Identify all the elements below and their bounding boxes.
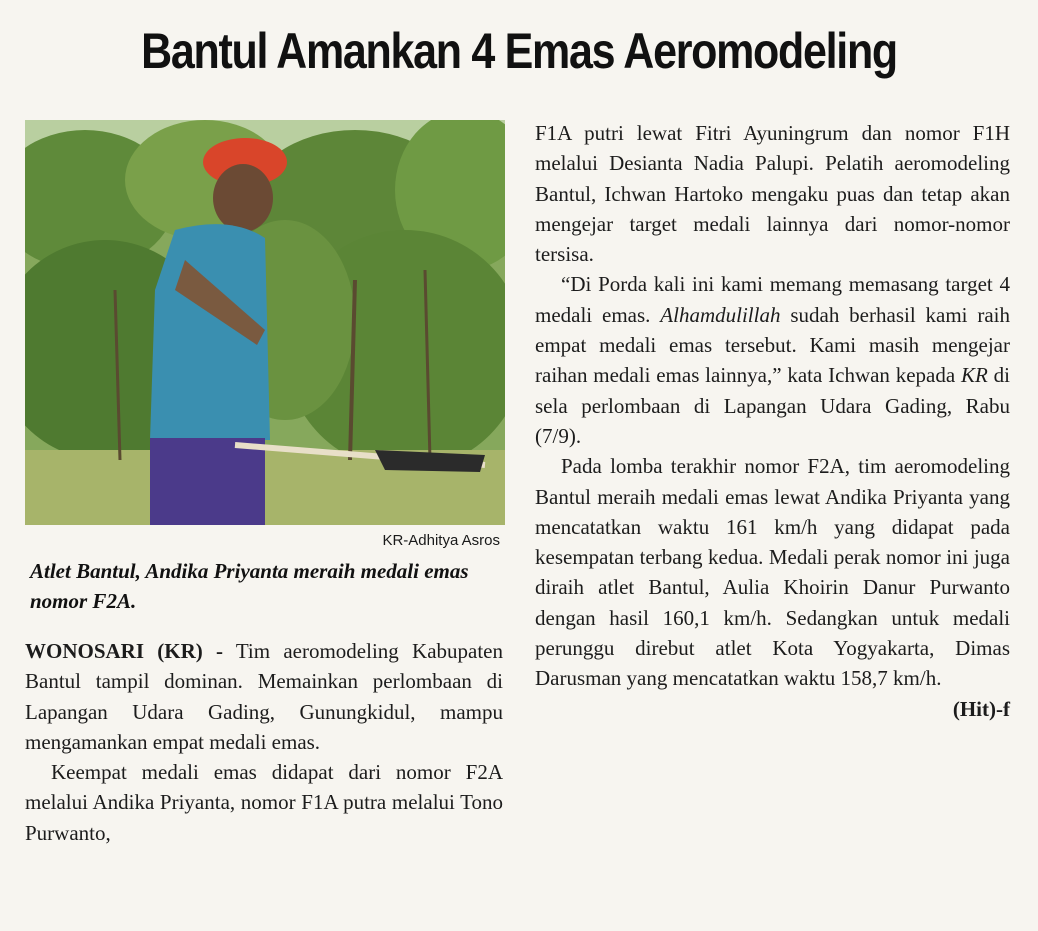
quote-text: di sela perlombaan di Lapangan Udara Gading, Rabu (7/9). bbox=[535, 363, 1011, 448]
dateline: WONOSARI (KR) - bbox=[25, 639, 223, 663]
headline: Bantul Amankan 4 Emas Aeromodeling bbox=[141, 23, 897, 79]
article-paragraph: F1A putri lewat Fitri Ayuningrum dan nomor F1H melalui Desianta Nadia Palupi. Pelatih aeromodeling Bantul, Ichwan Hartoko mengaku puas dan tetap akan mengejar target medali lainnya dari nomor-nomor tersisa. bbox=[535, 121, 1010, 267]
article-paragraph bbox=[25, 636, 503, 757]
article-paragraph-quote bbox=[535, 269, 1010, 451]
article-paragraph bbox=[535, 451, 1010, 721]
quote-text: “Di Porda kali ini kami memang memasang target 4 medali emas. bbox=[535, 272, 1010, 327]
photo-credit: KR-Adhitya Asros bbox=[382, 532, 500, 549]
article-column-left bbox=[25, 636, 503, 848]
article-paragraph: Keempat medali emas didapat dari nomor F2A melalui Andika Priyanta, nomor F1A putra melalui Tono Purwanto, bbox=[25, 760, 503, 845]
photo-caption: Atlet Bantul, Andika Priyanta meraih medali emas nomor F2A. bbox=[30, 559, 469, 613]
news-photo bbox=[25, 120, 505, 525]
author-signature: (Hit)-f bbox=[952, 696, 1010, 721]
paragraph-text: Pada lomba terakhir nomor F2A, tim aeromodeling Bantul meraih medali emas lewat Andika Priyanta yang mencatatkan waktu 161 km/h yang didapat pada kesempatan terbang kedua. Medali perak nomor ini juga diraih atlet Bantul, Aulia Khoirin Danur Purwanto dengan hasil 160,1 km/h. Sedangkan untuk medali perunggu direbut atlet Kota Yogyakarta, Dimas Darusman yang mencatatkan waktu 158,7 km/h. bbox=[535, 454, 1010, 691]
photo-illustration bbox=[25, 120, 505, 525]
article-column-right bbox=[535, 118, 1010, 724]
quote-text: sudah berhasil kami raih empat medali emas tersebut. Kami masih mengejar raihan medali emas lainnya,” kata Ichwan kepada bbox=[535, 302, 1011, 388]
publication-abbr: KR bbox=[961, 363, 988, 388]
quote-italic: Alhamdulillah bbox=[660, 302, 781, 327]
paragraph-text: Tim aeromodeling Kabupaten Bantul tampil dominan. Memainkan perlombaan di Lapangan Udara Gading, Gunungkidul, mampu mengamankan empat medali emas. bbox=[25, 639, 503, 754]
